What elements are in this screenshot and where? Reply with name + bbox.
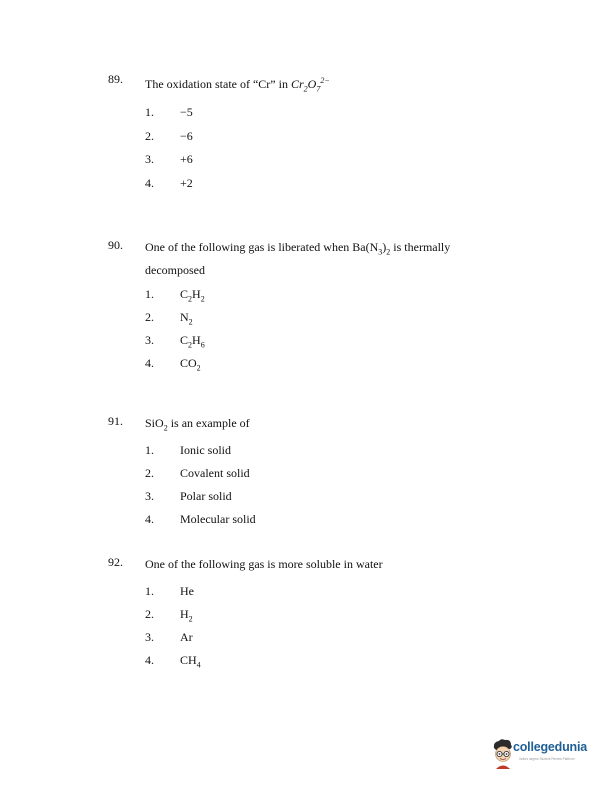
question-text: One of the following gas is liberated when $Ba(N_3)_2$ is thermally decomposed (145, 240, 451, 278)
option-91-4: 4. Molecular solid (145, 512, 256, 526)
question-text: The oxidation state of “Cr” in $Cr_2O_7^{2-}$ (145, 76, 330, 94)
option-91-1: 1. Ionic solid (145, 443, 231, 457)
question-text: SiO$_2$ is an example of (145, 416, 250, 433)
option-90-1: 1. $C_2H_2$ (145, 287, 205, 304)
option-90-4: 4. $CO_2$ (145, 356, 201, 373)
collegedunia-logo (490, 738, 602, 772)
logo-tagline: India's largest Student Review Platform (519, 757, 575, 761)
option-92-2: 2. $H_2$ (145, 607, 193, 624)
option-90-3: 3. $C_2H_6$ (145, 333, 205, 350)
option-89-1: 1. −5 (145, 105, 193, 119)
option-89-2: 2. −6 (145, 129, 193, 143)
formula-dichromate: $Cr_2O_7^{2-}$ (290, 76, 330, 94)
option-89-4: 4. +2 (145, 176, 193, 190)
option-91-2: 2. Covalent solid (145, 466, 250, 480)
question-number: 91. (108, 414, 123, 428)
option-92-3: 3. Ar (145, 630, 193, 644)
question-number: 90. (108, 238, 123, 252)
logo-wordmark: collegedunia (513, 740, 588, 754)
option-89-3: 3. +6 (145, 152, 193, 166)
option-91-3: 3. Polar solid (145, 489, 232, 503)
question-text: One of the following gas is more soluble in water (145, 557, 383, 571)
question-number: 92. (108, 555, 123, 569)
option-90-2: 2. $N_2$ (145, 310, 193, 327)
option-92-4: 4. $CH_4$ (145, 653, 201, 670)
option-92-1: 1. He (145, 584, 194, 598)
question-number: 89. (108, 72, 123, 86)
